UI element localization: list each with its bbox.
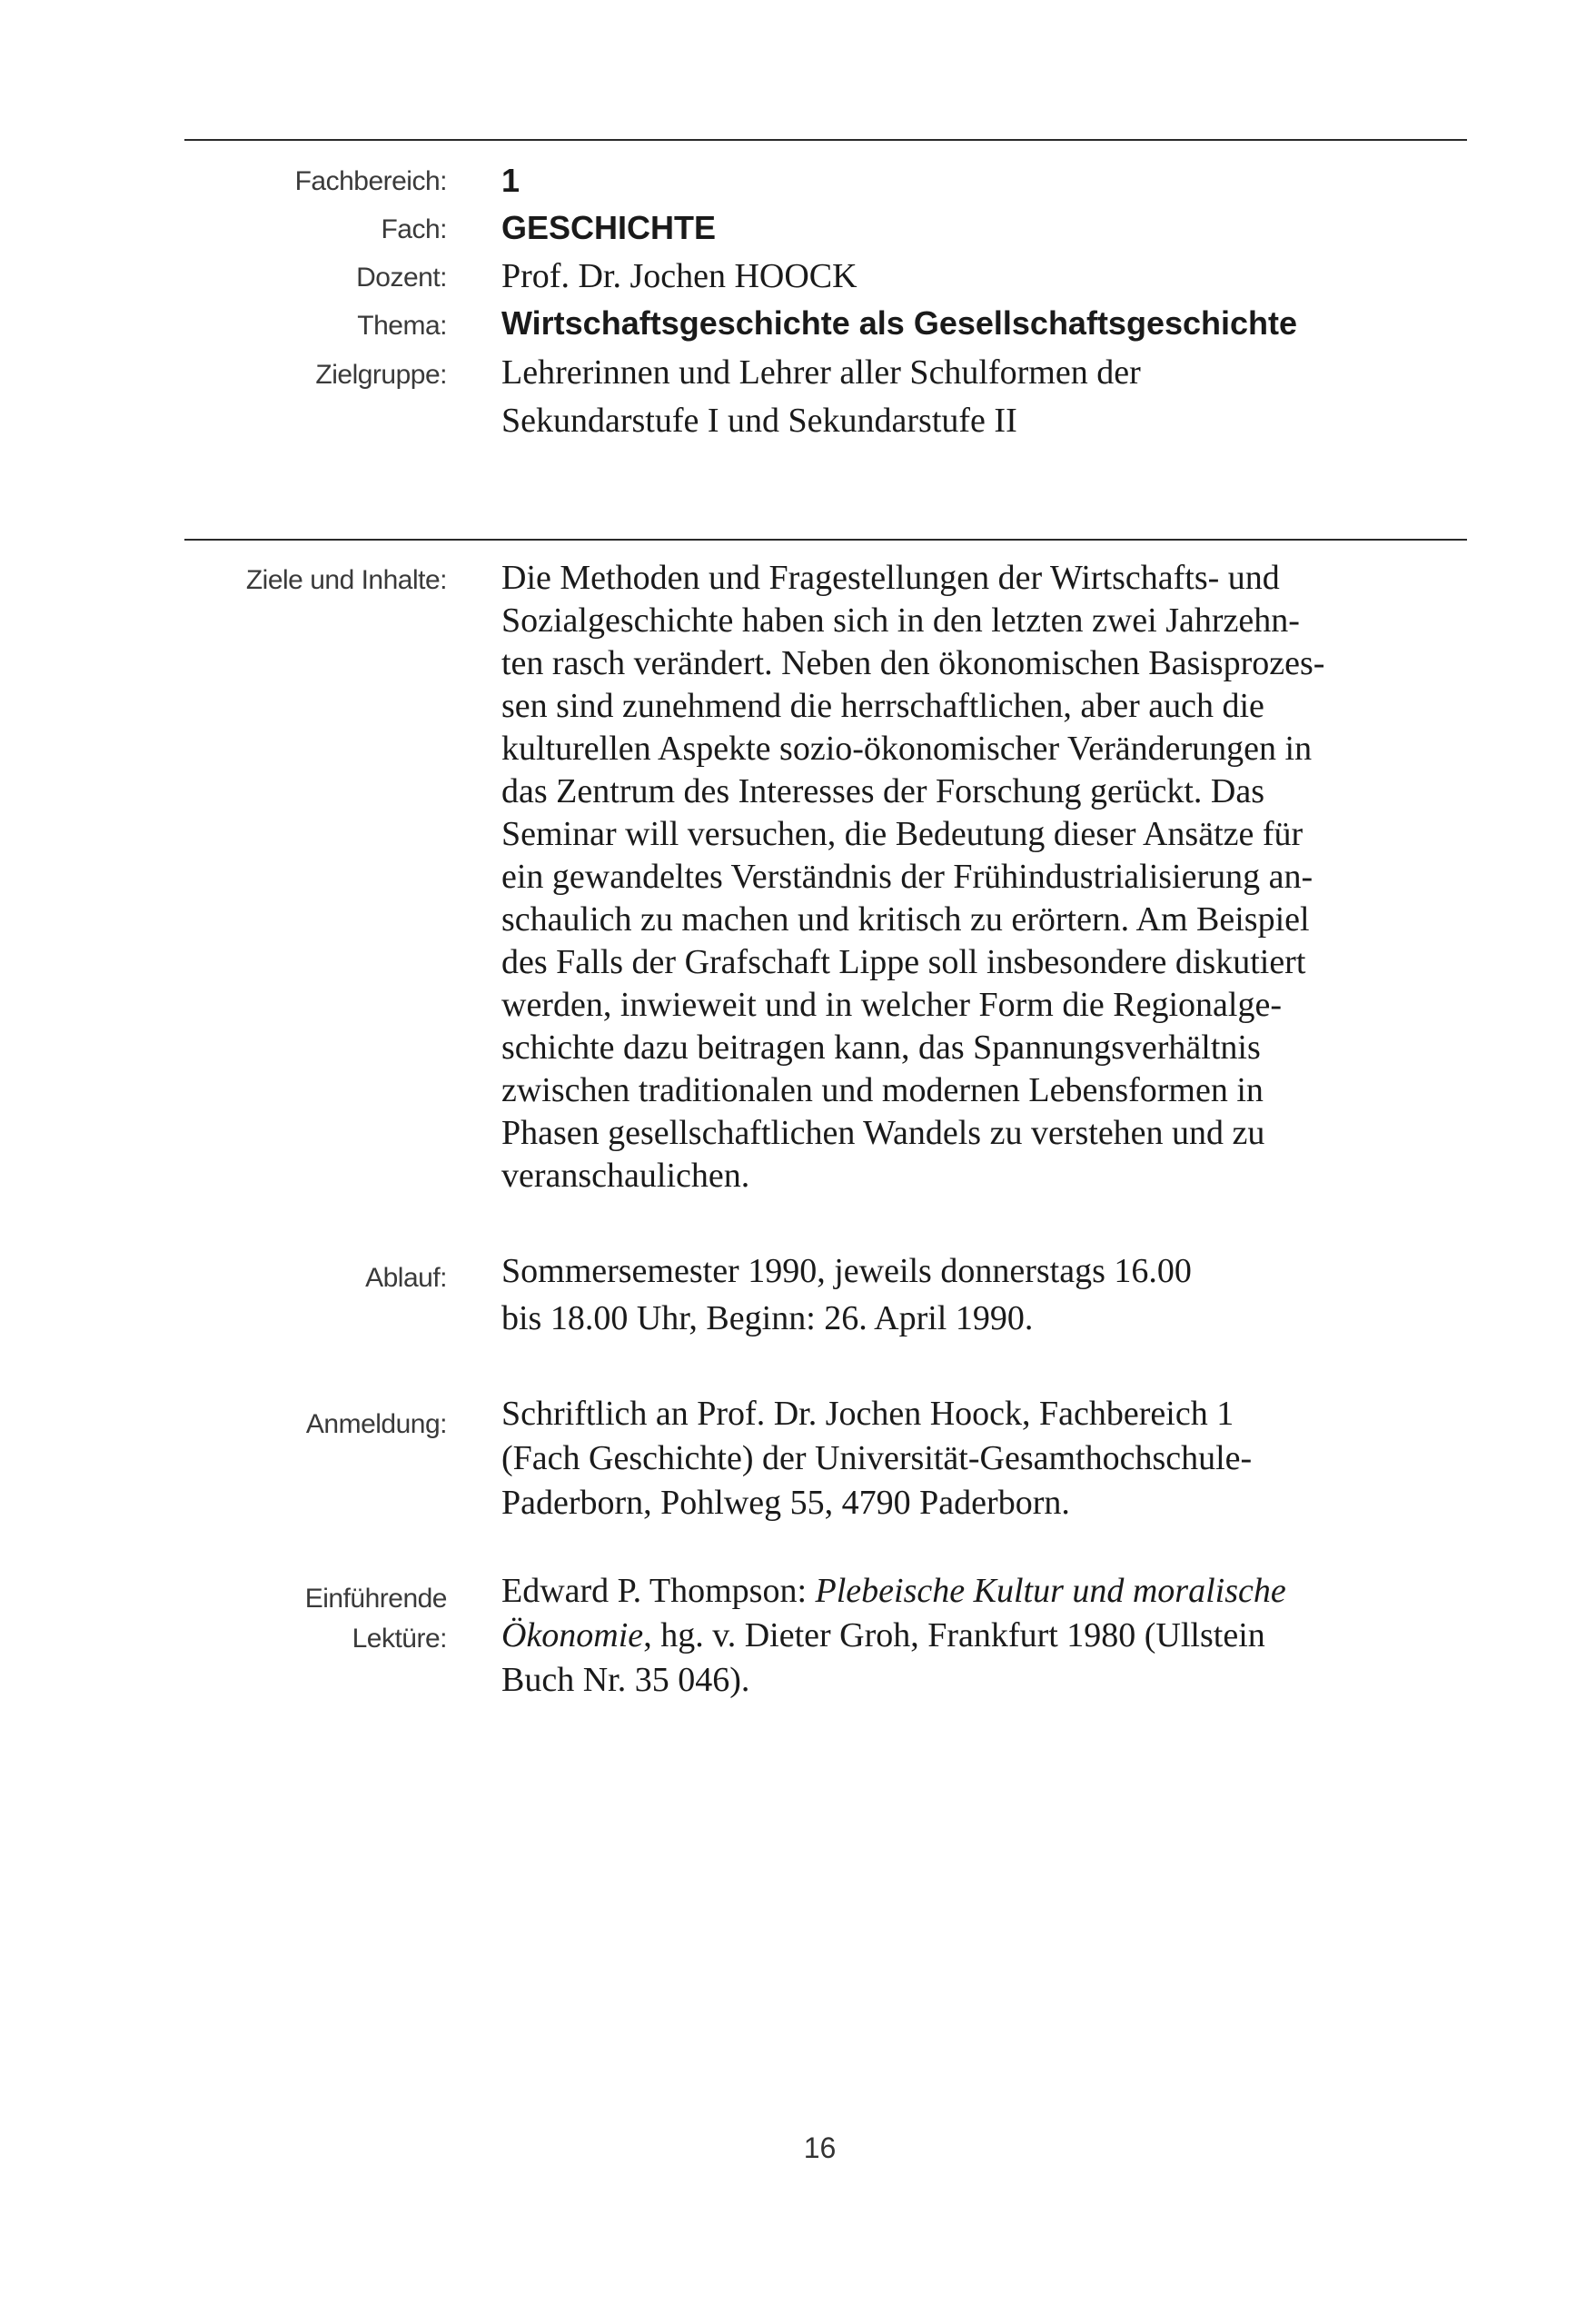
- zielgruppe-value: [501, 349, 1482, 445]
- fach-label: Fach:: [381, 214, 447, 244]
- dozent-label: Dozent:: [356, 263, 447, 293]
- ziele-line: kulturellen Aspekte sozio-ökonomischer Veränderungen in: [501, 730, 1313, 768]
- ziele-line: Phasen gesellschaftlichen Wandels zu verstehen und zu: [501, 1114, 1265, 1152]
- ziele-line: ein gewandeltes Verständnis der Frühindustrialisierung an-: [501, 858, 1313, 896]
- lektuere-line-3: Buch Nr. 35 046).: [501, 1661, 750, 1699]
- lektuere-label: [305, 1579, 447, 1659]
- lektuere-line-1: [501, 1569, 1482, 1614]
- lektuere-publisher: , hg. v. Dieter Groh, Frankfurt 1980 (Ullstein: [643, 1616, 1265, 1654]
- ziele-line: Seminar will versuchen, die Bedeutung dieser Ansätze für: [501, 815, 1304, 853]
- ziele-label: Ziele und Inhalte:: [245, 565, 447, 595]
- lektuere-label-line2: Lektüre:: [352, 1624, 447, 1654]
- fachbereich-label: Fachbereich:: [294, 166, 447, 196]
- ziele-text: [501, 557, 1482, 1197]
- ziele-line: Sozialgeschichte haben sich in den letzten zwei Jahrzehn-: [501, 601, 1300, 640]
- ziele-line: zwischen traditionalen und modernen Lebensformen in: [501, 1071, 1264, 1109]
- zielgruppe-line: Lehrerinnen und Lehrer aller Schulformen der: [501, 353, 1141, 392]
- ziele-line: das Zentrum des Interesses der Forschung gerückt. Das: [501, 772, 1264, 810]
- fach-value: GESCHICHTE: [501, 209, 717, 246]
- dozent-value: Prof. Dr. Jochen HOOCK: [501, 257, 857, 295]
- lektuere-title-part2: Ökonomie: [501, 1616, 644, 1654]
- anmeldung-line: (Fach Geschichte) der Universität-Gesamthochschule-: [501, 1439, 1253, 1477]
- ziele-line: werden, inwieweit und in welcher Form die Regionalge-: [501, 986, 1282, 1024]
- zielgruppe-line: Sekundarstufe I und Sekundarstufe II: [501, 402, 1017, 440]
- lektuere-line-2: [501, 1614, 1482, 1658]
- ablauf-line: bis 18.00 Uhr, Beginn: 26. April 1990.: [501, 1299, 1034, 1337]
- anmeldung-label: Anmeldung:: [305, 1409, 447, 1439]
- lektuere-author: Edward P. Thompson:: [501, 1572, 816, 1610]
- lektuere-label-line1: Einführende: [304, 1584, 447, 1614]
- top-rule: [184, 139, 1467, 141]
- anmeldung-text: [501, 1392, 1482, 1525]
- lektuere-title-part1: Plebeische Kultur und moralische: [815, 1572, 1286, 1610]
- ziele-line: veranschaulichen.: [501, 1157, 750, 1195]
- thema-label: Thema:: [357, 311, 447, 341]
- anmeldung-line: Paderborn, Pohlweg 55, 4790 Paderborn.: [501, 1484, 1070, 1522]
- anmeldung-line: Schriftlich an Prof. Dr. Jochen Hoock, Fachbereich 1: [501, 1395, 1234, 1433]
- ablauf-line: Sommersemester 1990, jeweils donnerstags 16.00: [501, 1252, 1192, 1290]
- ablauf-label: Ablauf:: [365, 1263, 447, 1293]
- ziele-line: schichte dazu beitragen kann, das Spannungsverhältnis: [501, 1028, 1261, 1067]
- page-number: 16: [803, 2131, 837, 2164]
- ziele-line: des Falls der Grafschaft Lippe soll insbesondere diskutiert: [501, 943, 1306, 981]
- ziele-line: Die Methoden und Fragestellungen der Wirtschafts- und: [501, 559, 1280, 597]
- section-rule: [184, 539, 1467, 541]
- ablauf-text: [501, 1247, 1482, 1342]
- thema-value: Wirtschaftsgeschichte als Gesellschaftsgeschichte: [501, 304, 1298, 342]
- ziele-line: sen sind zunehmend die herrschaftlichen, aber auch die: [501, 687, 1264, 725]
- zielgruppe-label: Zielgruppe:: [315, 360, 447, 390]
- ziele-line: ten rasch verändert. Neben den ökonomischen Basisprozes-: [501, 644, 1325, 682]
- lektuere-text: [501, 1569, 1482, 1703]
- ziele-line: schaulich zu machen und kritisch zu erörtern. Am Beispiel: [501, 900, 1310, 939]
- fachbereich-value: 1: [501, 162, 520, 199]
